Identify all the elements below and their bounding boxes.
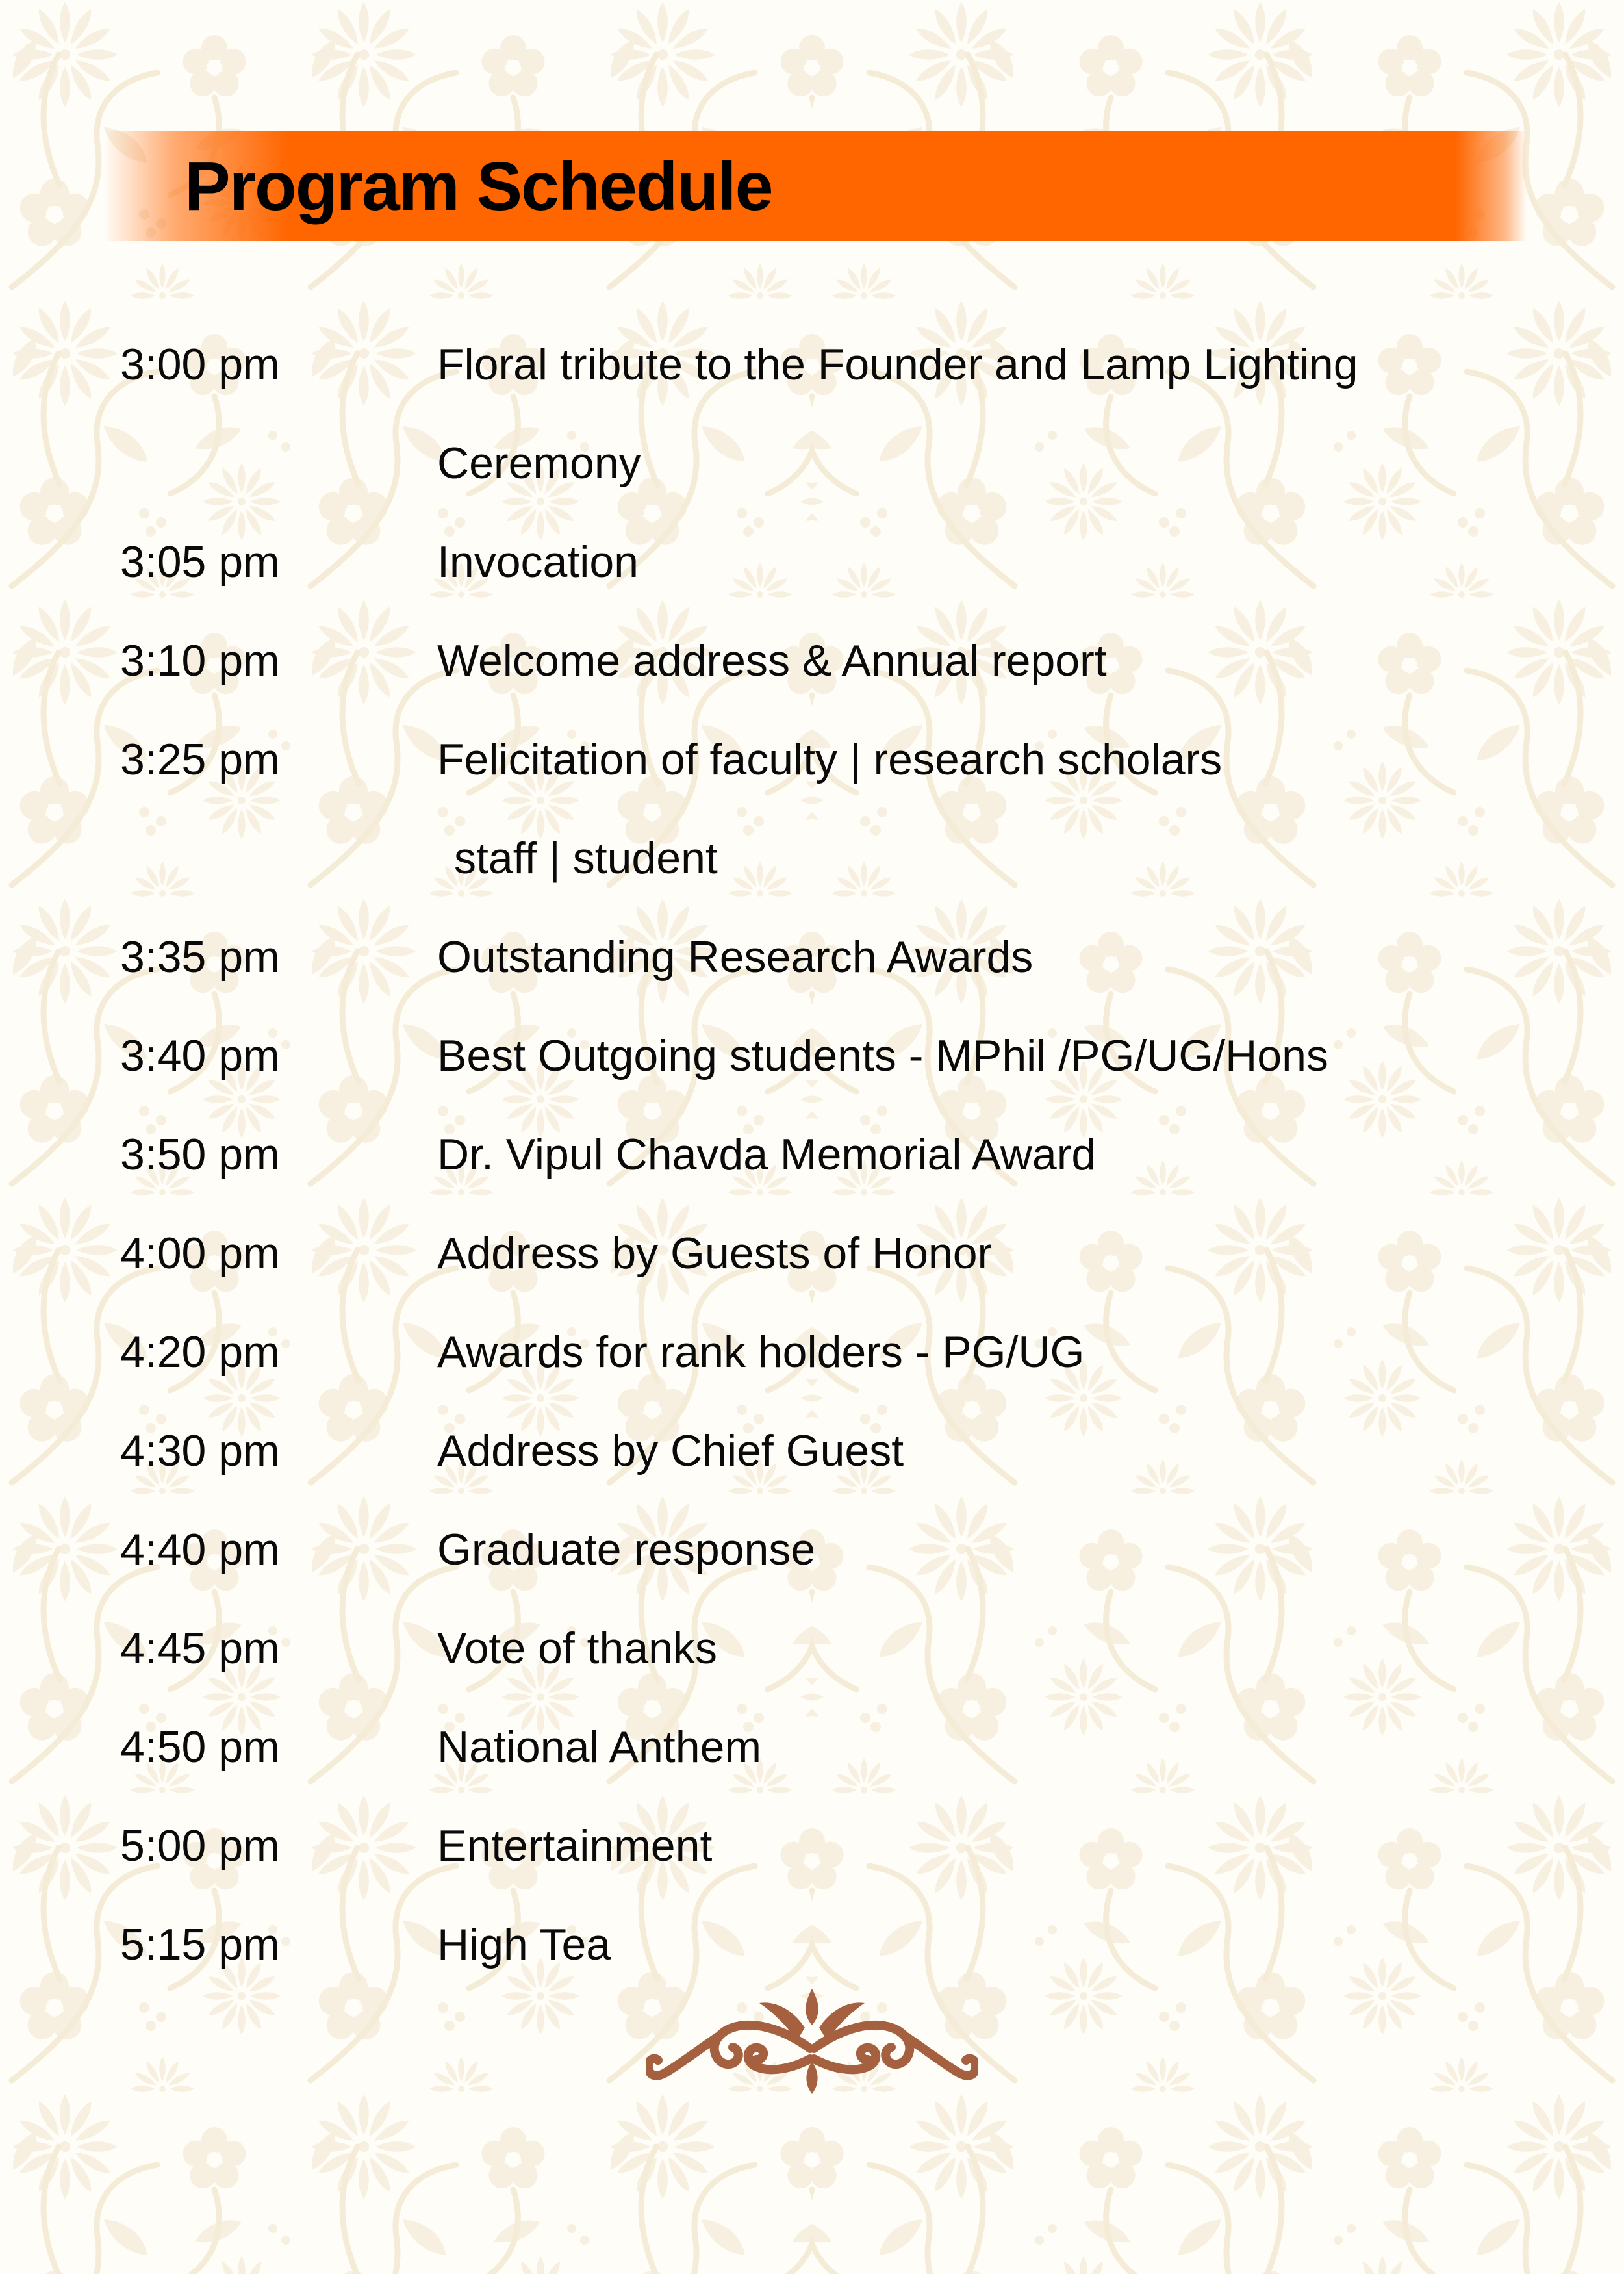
schedule-row [120,908,1549,1006]
schedule-time-label: 4:40 pm [120,1525,280,1574]
schedule-time-label: 4:45 pm [120,1624,280,1673]
schedule-row [120,1500,1549,1599]
schedule-event-label: Felicitation of faculty | research scholars [437,735,1223,784]
schedule-time-label: 3:05 pm [120,537,280,587]
schedule-row [120,315,1549,414]
schedule-row [120,1303,1549,1401]
schedule-time-label: 3:00 pm [120,340,280,389]
schedule-event-label: High Tea [437,1920,611,1969]
schedule-list [120,315,1549,1994]
schedule-row [120,1401,1549,1500]
schedule-row [120,1796,1549,1895]
schedule-row [120,809,1549,908]
schedule-event-label: staff | student [454,834,718,883]
header-banner [104,131,1527,241]
schedule-row [120,1204,1549,1303]
schedule-row [120,710,1549,809]
schedule-event-label: Best Outgoing students - MPhil /PG/UG/Hons [437,1031,1328,1080]
schedule-row [120,1006,1549,1105]
schedule-row [120,1599,1549,1698]
schedule-event-label: National Anthem [437,1722,761,1772]
schedule-time-label: 3:35 pm [120,932,280,982]
schedule-event-label: Ceremony [437,439,641,488]
schedule-event-label: Dr. Vipul Chavda Memorial Award [437,1130,1097,1179]
schedule-event-label: Outstanding Research Awards [437,932,1034,982]
schedule-event-label: Address by Guests of Honor [437,1229,993,1278]
schedule-row [120,1698,1549,1796]
schedule-event-label: Invocation [437,537,639,587]
schedule-row [120,414,1549,513]
schedule-event-label: Floral tribute to the Founder and Lamp Lighting [437,340,1358,389]
schedule-time-label: 3:40 pm [120,1031,280,1080]
schedule-event-label: Address by Chief Guest [437,1426,904,1476]
schedule-time-label: 3:50 pm [120,1130,280,1179]
schedule-row [120,1895,1549,1994]
schedule-event-label: Awards for rank holders - PG/UG [437,1327,1085,1377]
schedule-event-label: Vote of thanks [437,1624,717,1673]
page-title: Program Schedule [184,147,772,225]
schedule-time-label: 4:20 pm [120,1327,280,1377]
schedule-event-label: Welcome address & Annual report [437,636,1107,685]
schedule-time-label: 4:30 pm [120,1426,280,1476]
schedule-time-label: 4:00 pm [120,1229,280,1278]
schedule-event-label: Entertainment [437,1821,713,1871]
scroll-flourish-icon [646,1985,978,2108]
schedule-event-label: Graduate response [437,1525,816,1574]
schedule-time-label: 5:15 pm [120,1920,280,1969]
schedule-time-label: 4:50 pm [120,1722,280,1772]
schedule-row [120,513,1549,611]
schedule-time-label: 3:10 pm [120,636,280,685]
schedule-row [120,1105,1549,1204]
schedule-time-label: 5:00 pm [120,1821,280,1871]
schedule-row [120,611,1549,710]
schedule-time-label: 3:25 pm [120,735,280,784]
